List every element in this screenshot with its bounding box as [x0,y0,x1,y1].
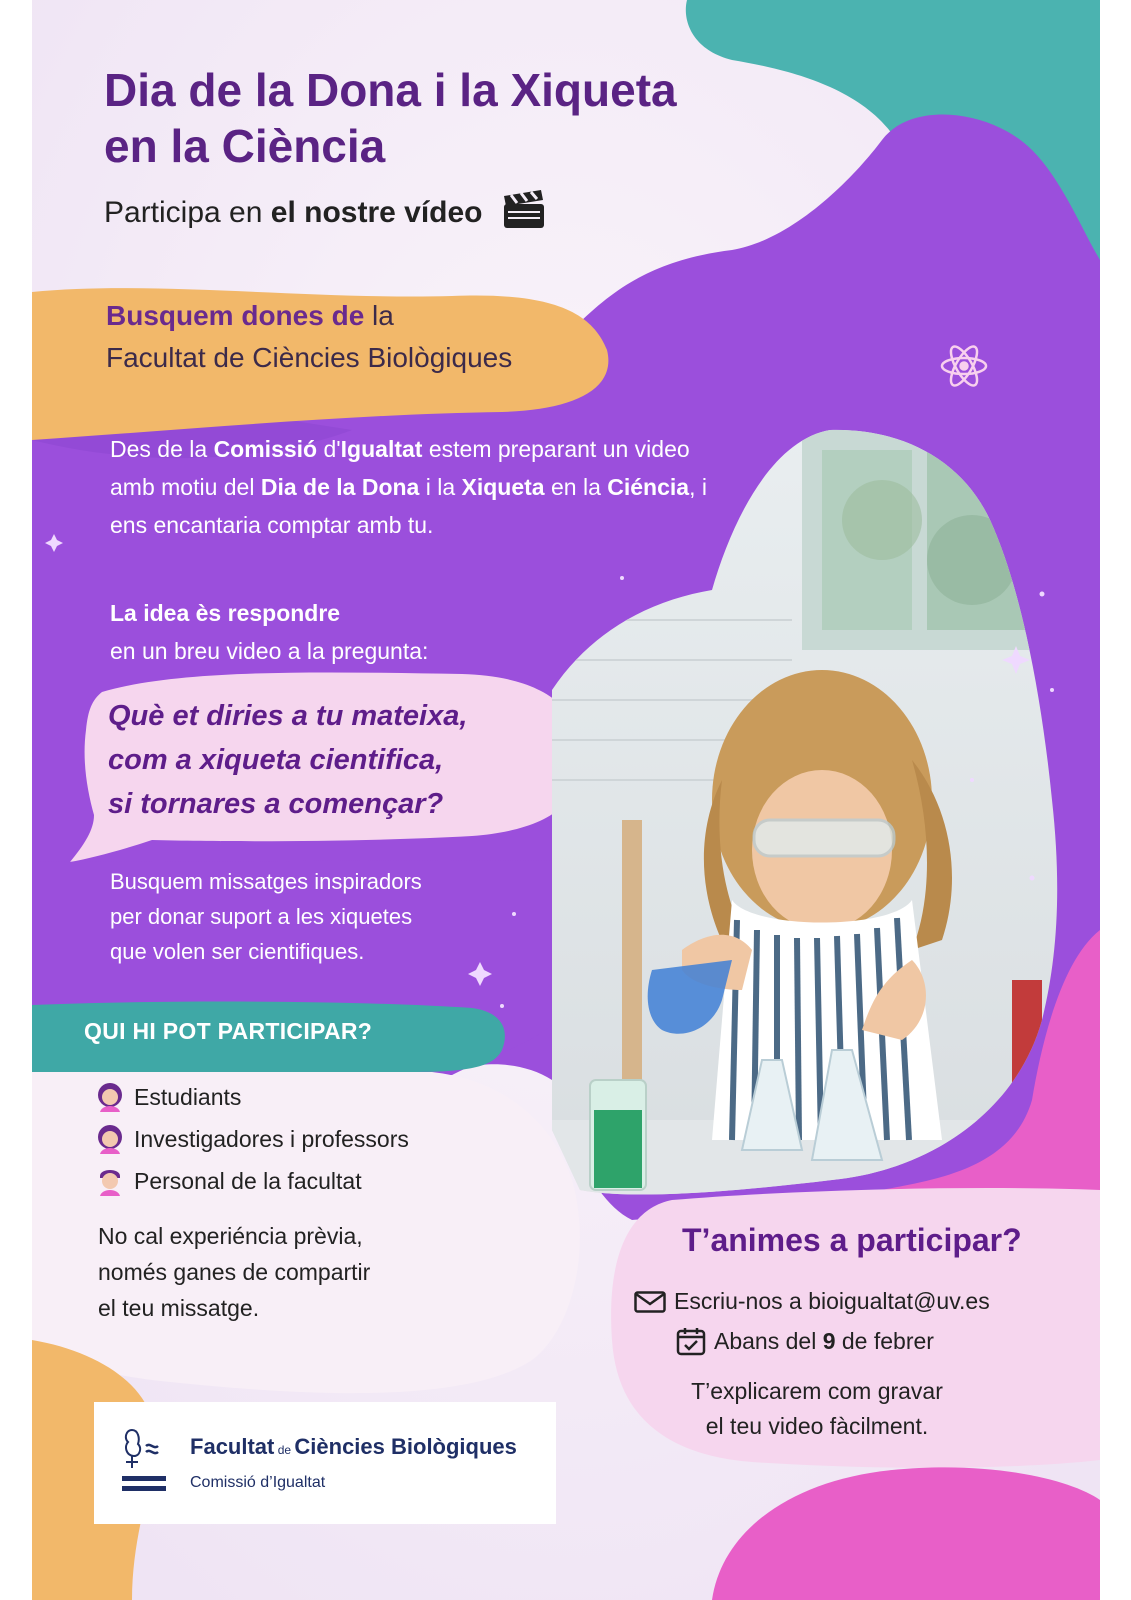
logo-subtitle: Comissió d’Igualtat [190,1474,326,1491]
subtitle-bold: el nostre vídeo [270,195,483,229]
email-text[interactable]: Escriu-nos a bioigualtat@uv.es [674,1288,990,1314]
woman-avatar-icon [96,1082,124,1112]
poster [32,0,1100,1600]
logo-part: de [274,1443,295,1457]
idea-paragraph [110,594,610,670]
intro-bold: Xiqueta [461,474,545,500]
page-title: Dia de la Dona i la Xiqueta en la Ciència [104,64,677,172]
participants-list [96,1076,516,1202]
messages-paragraph [110,864,570,969]
logo-letter: B [391,1434,407,1459]
participant-label: Investigadores i professors [134,1125,409,1152]
deadline-prefix: Abans del [714,1327,817,1354]
calendar-icon [676,1326,706,1356]
man-avatar-icon [96,1166,124,1196]
contact-email[interactable] [634,1288,990,1315]
intro-text: , i ens encantaria comptar amb tu. [110,474,707,538]
intro-bold: Igualtat [340,436,423,462]
explain-text [652,1374,982,1444]
messages-line2: per donar suport a les xiquetes [110,904,413,929]
intro-text: Des de la [110,436,214,462]
logo-part: iològiques [406,1434,517,1459]
messages-line1: Busquem missatges inspiradors [110,869,422,894]
seeking-line1 [106,300,394,332]
intro-text: en la [544,474,608,500]
logo-part: acultat [203,1434,275,1459]
list-item [96,1160,516,1202]
question-line3: si tornares a començar? [108,788,444,820]
messages-line3: que volen ser cientifiques. [110,939,365,964]
deadline-suffix: de febrer [841,1327,934,1354]
no-experience-line2: només ganes de compartir [98,1259,371,1285]
deadline-day: 9 [822,1327,836,1354]
idea-line2: en un breu video a la pregunta: [110,638,429,664]
list-item [96,1076,516,1118]
subtitle-prefix: Participa en [104,195,263,229]
intro-text: i la [419,474,462,500]
faculty-emblem-icon [118,1426,178,1502]
logo-name [190,1434,517,1460]
intro-bold: Comissió [213,436,318,462]
list-item [96,1118,516,1160]
question-line2: com a xiqueta cientifica, [108,744,444,776]
participant-label: Personal de la facultat [134,1167,362,1194]
subtitle [104,190,547,238]
logo-letter: F [190,1434,204,1459]
intro-text: estem preparant un video amb motiu del [110,436,690,500]
faculty-logo [94,1402,556,1524]
participants-heading: QUI HI POT PARTICIPAR? [84,1018,373,1044]
intro-bold: Dia de la Dona [260,474,420,500]
explain-line2: el teu video fàcilment. [705,1413,929,1439]
seeking-line2: Facultat de Ciències Biològiques [106,342,513,373]
logo-part: iències [310,1434,391,1459]
question-bubble [108,694,578,826]
seeking-bold: Busquem dones de [106,300,365,331]
intro-bold: Ciéncia [607,474,690,500]
cta-heading: T’animes a participar? [682,1222,1022,1258]
envelope-icon [634,1291,666,1313]
logo-letter: C [294,1434,311,1459]
no-experience-line1: No cal experiéncia prèvia, [98,1223,363,1249]
intro-paragraph [110,430,710,544]
clapperboard-icon [501,190,547,238]
participant-label: Estudiants [134,1083,242,1110]
woman-avatar-icon [96,1124,124,1154]
no-experience-text [98,1218,478,1326]
seeking-rest: la [372,300,394,331]
question-line1: Què et diries a tu mateixa, [108,700,468,732]
no-experience-line3: el teu missatge. [98,1295,260,1321]
intro-text: d' [317,436,341,462]
deadline [676,1326,934,1356]
idea-line1: La idea ès respondre [110,600,341,626]
explain-line1: T’explicarem com gravar [691,1378,943,1404]
